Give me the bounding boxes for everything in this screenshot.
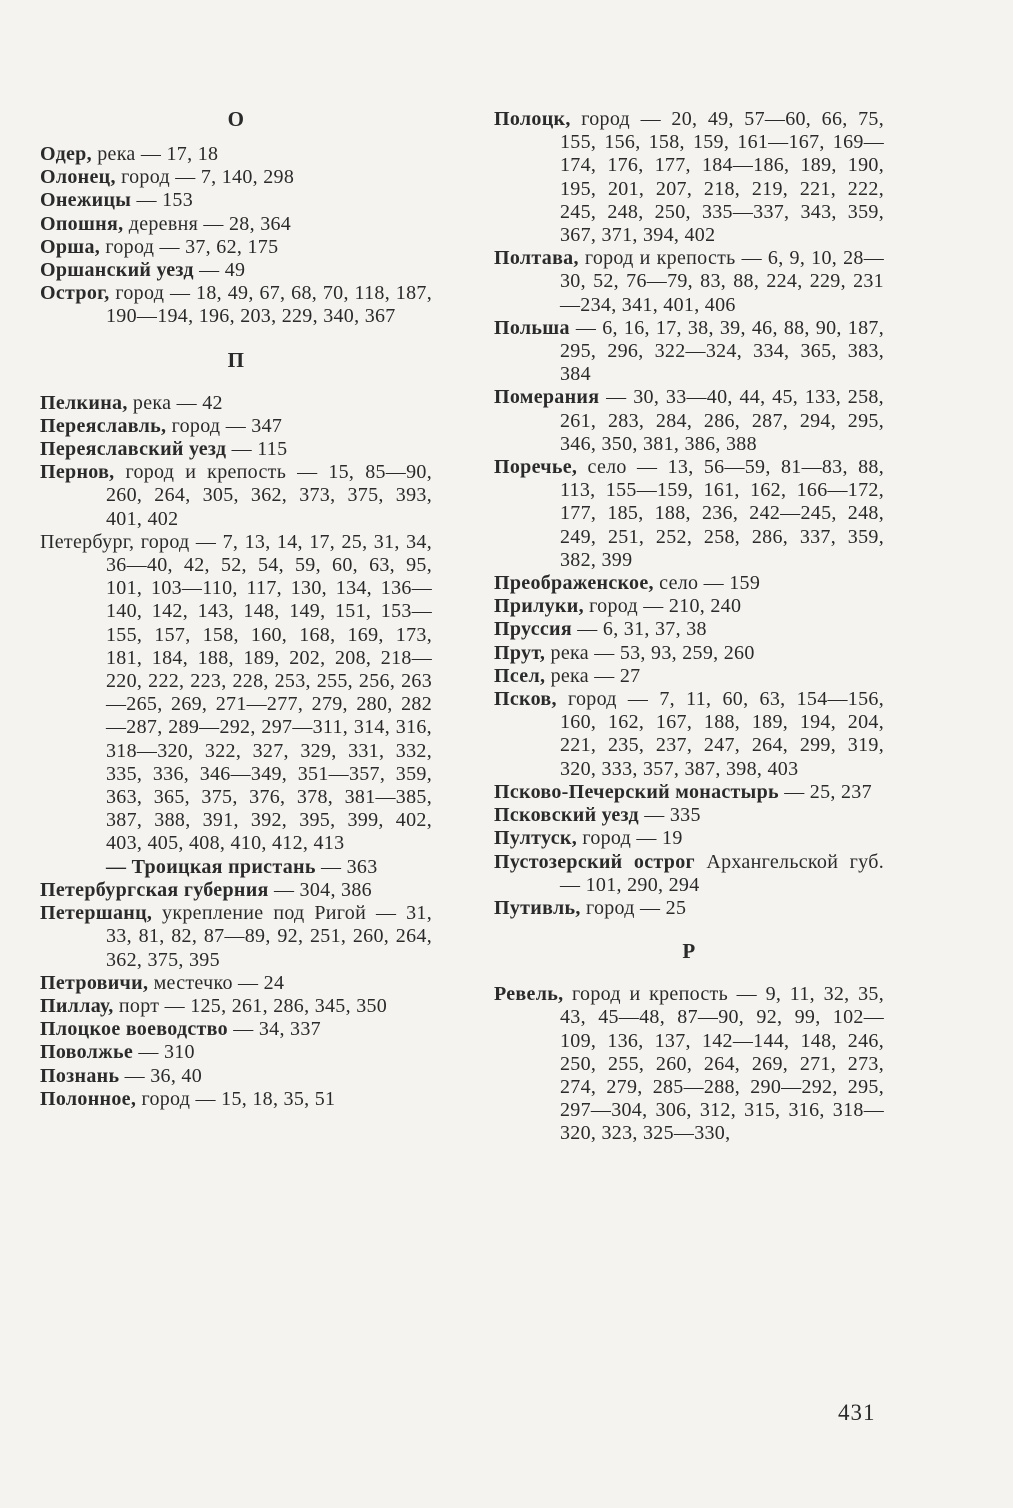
entry-text: город и крепость — 9, 11, 32, 35, 43, 45—48, 87—90, 92, 99, 102—109, 136, 137, 142—144, 148, 246, 250, 255, 260, 264, 269, 271, 273, 274, 279, 285—288, 290—292, 295, 297—304, 306, 312, 315, 316, 318—320, 323, 325—330, — [560, 983, 884, 1145]
entry-head: Петровичи, — [40, 971, 149, 994]
entry-text: — 6, 16, 17, 38, 39, 46, 88, 90, 187, 295, 296, 322—324, 334, 365, 383, 384 — [560, 316, 884, 386]
entry-head: Острог, — [40, 282, 110, 305]
entry-text: село — 159 — [653, 572, 761, 595]
entries-p-left — [40, 392, 432, 1111]
entry-text: река — 53, 93, 259, 260 — [545, 641, 755, 664]
entry-text: город и крепость — 6, 9, 10, 28—30, 52, 76—79, 83, 88, 224, 229, 231—234, 341, 401, 406 — [560, 247, 884, 316]
entry-text: река — 17, 18 — [91, 143, 219, 165]
index-entry — [40, 1065, 432, 1088]
entry-head: Полонное, — [40, 1087, 137, 1110]
index-entry — [40, 531, 432, 856]
entry-head: Оршанский уезд — [40, 259, 194, 282]
entry-text: — 363 — [315, 855, 378, 878]
entry-head: Олонец, — [40, 166, 116, 189]
entry-text: — 34, 337 — [227, 1018, 321, 1041]
index-entry — [494, 688, 884, 781]
entry-text: город — 20, 49, 57—60, 66, 75, 155, 156, 158, 159, 161—167, 169—174, 176, 177, 184—186, 189, 190, 195, 201, 207, 218, 219, 221, 222, 245, 248, 250, 335—337, 343, 359, 367, 371, 394, 402 — [560, 108, 884, 247]
left-column — [40, 108, 432, 1111]
entry-head: Пустозерский острог — [494, 850, 695, 873]
entry-text: — 36, 40 — [119, 1064, 203, 1087]
entry-head: Опошня, — [40, 212, 124, 235]
entry-head: Псковский уезд — [494, 804, 639, 827]
index-entry — [494, 897, 884, 920]
entry-head: Польша — [494, 316, 570, 339]
entry-text: порт — 125, 261, 286, 345, 350 — [113, 994, 388, 1017]
entry-text: — 49 — [193, 259, 246, 282]
index-entry — [40, 143, 432, 166]
entry-head: Преображенское, — [494, 572, 654, 595]
entry-head: Поволжье — [40, 1041, 134, 1064]
entry-text: — 115 — [226, 438, 288, 461]
entry-text: укрепление под Ригой — 31, 33, 81, 82, 87—89, 92, 251, 260, 264, 362, 375, 395 — [106, 902, 432, 971]
index-entry — [494, 108, 884, 247]
entry-head: Псков, — [494, 688, 557, 711]
entry-text: река — 27 — [545, 664, 641, 687]
entry-text: город — 15, 18, 35, 51 — [136, 1087, 336, 1110]
entry-text: деревня — 28, 364 — [123, 212, 292, 235]
entry-head: Петершанц, — [40, 902, 153, 925]
entry-text: село — 13, 56—59, 81—83, 88, 113, 155—159, 161, 162, 166—172, 177, 185, 188, 236, 242—245, 248, 249, 251, 252, 258, 286, 337, 359, 382, 399 — [560, 456, 884, 571]
entries-o — [40, 143, 432, 329]
entry-head: Петербургская губерния — [40, 878, 269, 901]
entry-head: Пултуск, — [494, 827, 578, 850]
entry-text: — 310 — [133, 1041, 195, 1064]
entry-text: — 335 — [638, 804, 701, 827]
entry-text: город — 7, 140, 298 — [115, 166, 295, 189]
index-entry — [494, 781, 884, 804]
index-entry — [494, 804, 884, 827]
entry-head: Полтава, — [494, 247, 579, 270]
entry-text: город — 210, 240 — [583, 595, 742, 618]
entry-head: Померания — [494, 386, 600, 409]
index-entry — [494, 642, 884, 665]
page-number: 431 — [838, 1400, 876, 1425]
entry-text: город — 25 — [580, 896, 687, 919]
entry-text: — 25, 237 — [778, 780, 872, 803]
entry-text: река — 42 — [127, 391, 223, 414]
entry-head: Пернов, — [40, 461, 115, 484]
entry-head: Псел, — [494, 664, 546, 687]
entry-head: Переяславский уезд — [40, 438, 227, 461]
entry-head: Пиллау, — [40, 994, 114, 1017]
entry-head: Ревель, — [494, 983, 564, 1006]
entries-p-right — [494, 108, 884, 920]
index-entry — [40, 879, 432, 902]
index-entry — [494, 572, 884, 595]
index-entry — [40, 189, 432, 212]
entry-head: Прут, — [494, 641, 546, 664]
index-entry — [494, 386, 884, 456]
index-entry — [494, 983, 884, 1145]
entry-text: местечко — 24 — [148, 971, 285, 994]
entry-head: Прилуки, — [494, 595, 584, 618]
index-entry — [40, 166, 432, 189]
entry-head: — Троицкая пристань — [106, 855, 316, 878]
entry-head: Пелкина, — [40, 391, 128, 414]
entry-text: город — 37, 62, 175 — [100, 235, 279, 258]
section-letter-r: Р — [682, 939, 696, 964]
index-entry — [494, 456, 884, 572]
index-entry — [40, 902, 432, 972]
index-entry — [40, 213, 432, 236]
index-entry — [40, 972, 432, 995]
entry-text: — 30, 33—40, 44, 45, 133, 258, 261, 283, 284, 286, 287, 294, 295, 346, 350, 381, 386, 388 — [560, 386, 884, 455]
entry-text: — 6, 31, 37, 38 — [572, 618, 707, 641]
entry-head: Псково-Печерский монастырь — [494, 780, 779, 803]
index-entry — [40, 438, 432, 461]
entry-head: Полоцк, — [494, 108, 571, 130]
entry-head: Пруссия — [494, 618, 572, 641]
entry-text: город — 18, 49, 67, 68, 70, 118, 187, 190—194, 196, 203, 229, 340, 367 — [106, 282, 432, 328]
entry-head: Петербург, — [40, 530, 135, 553]
right-column — [494, 108, 884, 1146]
entry-head: Онежицы — [40, 189, 132, 212]
entry-text: — 304, 386 — [268, 878, 372, 901]
entry-text: город и крепость — 15, 85—90, 260, 264, 305, 362, 373, 375, 393, 401, 402 — [106, 461, 432, 530]
index-entry — [494, 317, 884, 387]
index-entry — [40, 461, 432, 531]
entry-head: Переяславль, — [40, 414, 167, 437]
entry-head: Одер, — [40, 143, 92, 165]
index-entry — [40, 415, 432, 438]
index-entry — [40, 1041, 432, 1064]
entry-head: Познань — [40, 1064, 120, 1087]
index-entry — [40, 1018, 432, 1041]
index-entry — [494, 618, 884, 641]
index-entry — [494, 851, 884, 897]
entry-head: Поречье, — [494, 456, 578, 479]
index-entry — [40, 392, 432, 415]
entry-head: Плоцкое воеводство — [40, 1018, 228, 1041]
entry-head: Орша, — [40, 235, 101, 258]
index-entry — [40, 995, 432, 1018]
index-entry — [494, 665, 884, 688]
entry-text: город — 347 — [166, 414, 283, 437]
index-entry — [494, 247, 884, 317]
entry-text: город — 19 — [577, 827, 683, 850]
index-entry — [494, 595, 884, 618]
section-letter-p: П — [227, 347, 245, 372]
index-subentry — [40, 856, 432, 879]
index-entry — [40, 282, 432, 328]
index-entry — [40, 259, 432, 282]
index-entry — [40, 1088, 432, 1111]
index-entry — [494, 827, 884, 850]
section-letter-o: О — [227, 107, 245, 131]
index-entry — [40, 236, 432, 259]
entry-text: — 153 — [131, 189, 194, 212]
entry-head: Путивль, — [494, 896, 581, 919]
entry-text: город — 7, 11, 60, 63, 154—156, 160, 162, 167, 188, 189, 194, 204, 221, 235, 237, 247, 264, 299, 319, 320, 333, 357, 387, 398, 403 — [556, 688, 884, 780]
entry-text: Архангельской губ. — 101, 290, 294 — [560, 850, 884, 896]
entries-r — [494, 983, 884, 1145]
entry-text: город — 7, 13, 14, 17, 25, 31, 34, 36—40, 42, 52, 54, 59, 60, 63, 95, 101, 103—110, 117, 130, 134, 136—140, 142, 143, 148, 149, 151, 153—155, 157, 158, 160, 168, 169, 173, 181, 184, 188, 189, 202, 208, 218—220, 222, 223, 228, 253, 255, 256, 263—265, 269, 271—277, 279, 280, 282—287, 289—292, 297—311, 314, 316, 318—320, 322, 327, 329, 331, 332, 335, 336, 346—349, 351—357, 359, 363, 365, 375, 376, 378, 381—385, 387, 388, 391, 392, 395, 399, 402, 403, 405, 408, 410, 412, 413 — [106, 530, 432, 855]
